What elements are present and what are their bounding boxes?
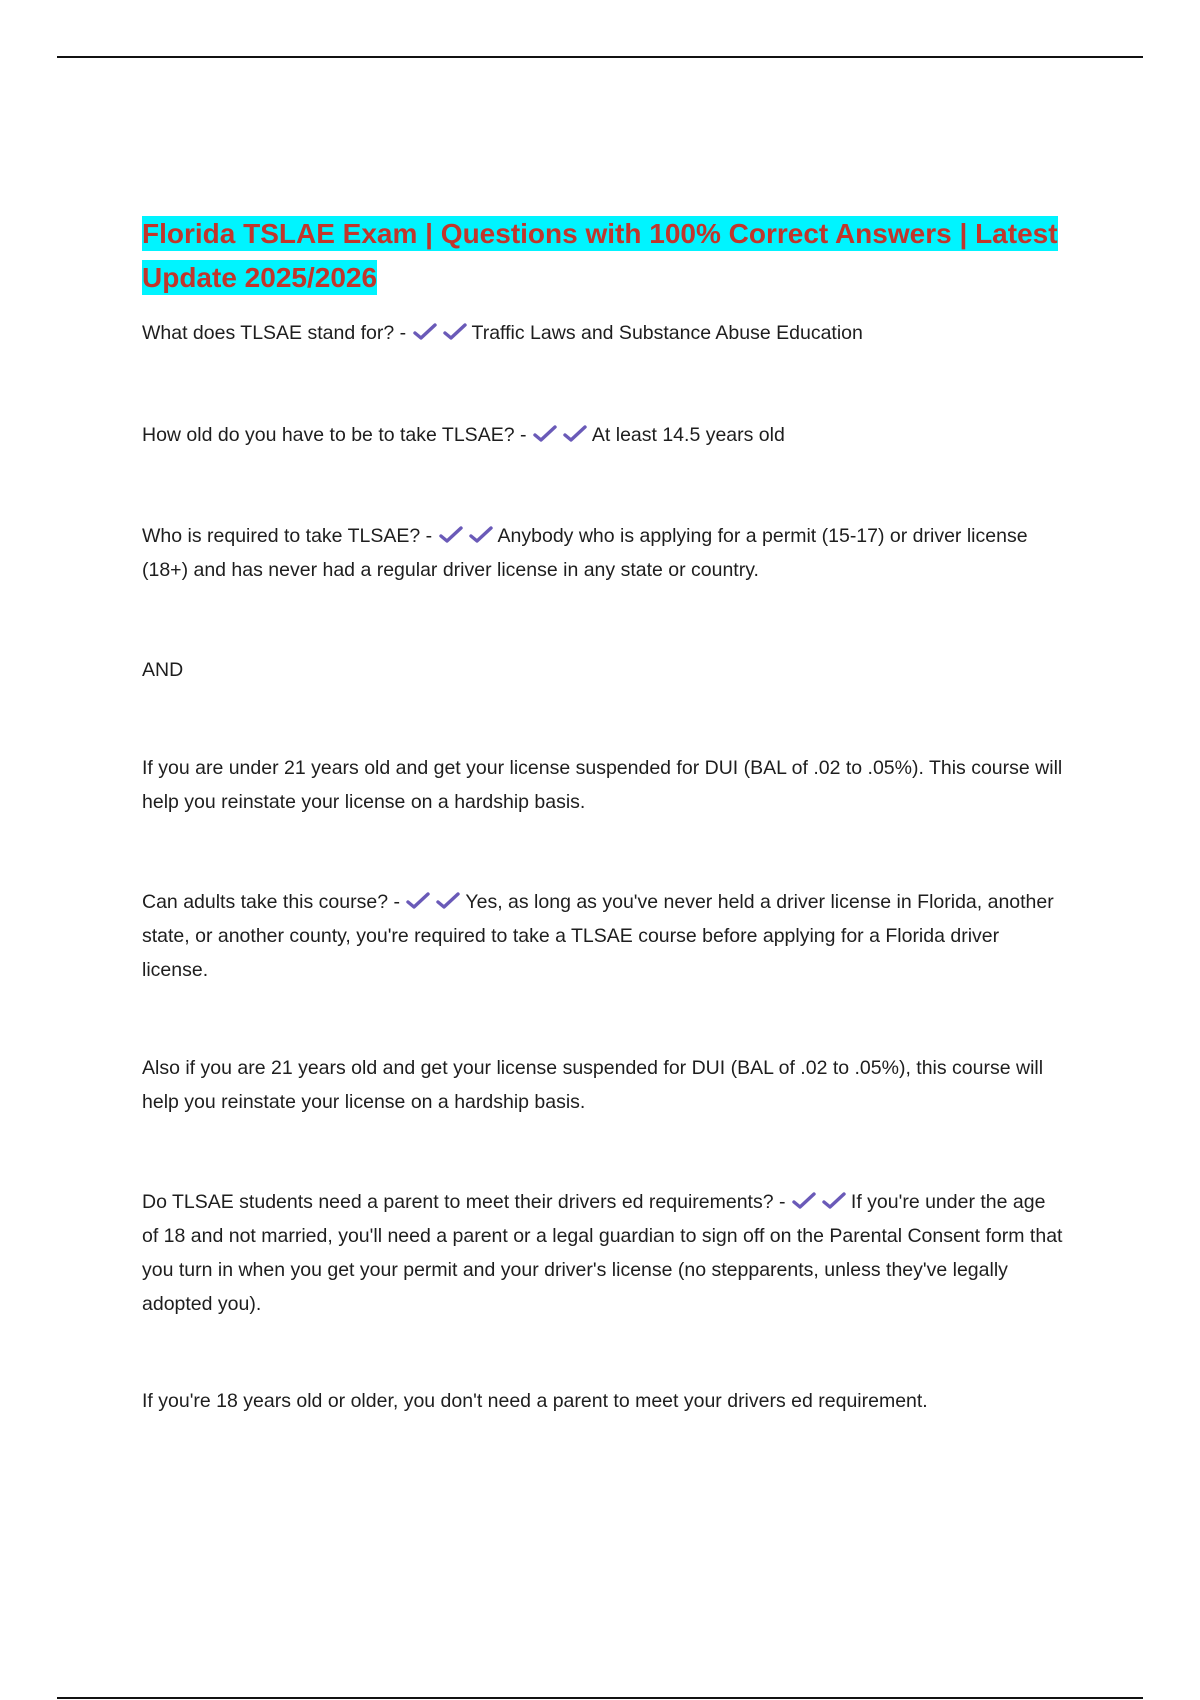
answer-text: If you're under the age of 18 and not married, you'll need a parent or a legal guardian to sign off on the Parental Consent form that you turn in when you get your permit and your driver's license (no stepparents, unless they've legally adopted you). (142, 1191, 1063, 1315)
answer-text: Anybody who is applying for a permit (15-17) or driver license (18+) and has never had a regular driver license in any state or country. (142, 525, 1028, 581)
question-text: Do TLSAE students need a parent to meet their drivers ed requirements? - (142, 1191, 786, 1213)
top-rule (57, 56, 1143, 58)
check-icon (821, 1191, 847, 1211)
qa-item (142, 1185, 1067, 1321)
paragraph: If you are under 21 years old and get your license suspended for DUI (BAL of .02 to .05%). This course will help you reinstate your license on a hardship basis. (142, 757, 1063, 813)
check-icon (468, 525, 494, 545)
check-icon (791, 1191, 817, 1211)
check-icon (562, 424, 588, 444)
question-text: How old do you have to be to take TLSAE? - (142, 424, 527, 446)
check-icon (438, 525, 464, 545)
check-icon (405, 891, 431, 911)
document-title (142, 212, 1067, 300)
answer-text: Yes, as long as you've never held a driver license in Florida, another state, or another county, you're required to take a TLSAE course before applying for a Florida driver license. (142, 891, 1054, 981)
title-line-1: Florida TSLAE Exam | Questions with 100% Correct Answers | Latest (142, 218, 1058, 249)
qa-item (142, 519, 1067, 587)
answer-text: At least 14.5 years old (591, 424, 785, 446)
question-text: Can adults take this course? - (142, 891, 400, 913)
question-text: Who is required to take TLSAE? - (142, 525, 433, 547)
title-line-2: Update 2025/2026 (142, 262, 378, 293)
document-body (142, 212, 1067, 1412)
qa-item (142, 885, 1067, 987)
paragraph: AND (142, 659, 184, 681)
question-text: What does TLSAE stand for? - (142, 322, 407, 344)
paragraph: If you're 18 years old or older, you don't need a parent to meet your drivers ed requirement. (142, 1390, 928, 1412)
check-icon (412, 322, 438, 342)
check-icon (442, 322, 468, 342)
check-icon (532, 424, 558, 444)
qa-item (142, 418, 1067, 452)
answer-text: Traffic Laws and Substance Abuse Education (471, 322, 863, 344)
qa-item (142, 316, 1067, 350)
bottom-rule (57, 1697, 1143, 1699)
paragraph: Also if you are 21 years old and get your license suspended for DUI (BAL of .02 to .05%), this course will help you reinstate your license on a hardship basis. (142, 1057, 1044, 1113)
check-icon (435, 891, 461, 911)
